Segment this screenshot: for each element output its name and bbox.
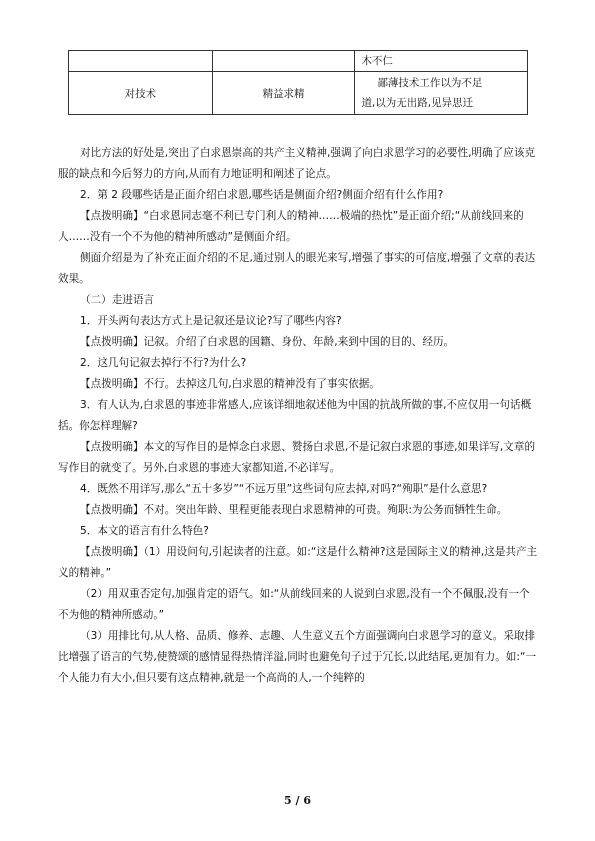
question: 1．开头两句表达方式上是记叙还是议论?写了哪些内容? — [80, 315, 342, 327]
paragraph: 对比方法的好处是,突出了白求恩崇高的共产主义精神,强调了向白求恩学习的必要性,明确了应该克服的缺点和今后努力的方向,从而有力地证明和阐述了论点。 — [58, 147, 536, 180]
table-row — [69, 72, 528, 115]
table-cell — [69, 51, 213, 72]
page-number: 5 / 6 — [284, 794, 311, 807]
question: 3．有人认为,白求恩的事迹非常感人,应该详细地叙述他为中国的抗战所做的事,不应仅用一句话概括。你怎样理解? — [58, 399, 532, 432]
section-heading: （二）走进语言 — [80, 294, 155, 306]
table-cell: 木不仁 — [355, 51, 528, 72]
question: 4．既然不用详写,那么“五十多岁”“不远万里”这些词句应去掉,对吗?“殉职”是什么意思? — [80, 483, 488, 495]
table-cell: 精益求精 — [212, 72, 355, 115]
table-row — [69, 51, 528, 72]
answer-point: （2）用双重否定句,加强肯定的语气。如:“从前线回来的人说到白求恩,没有一个不佩服,没有一个不为他的精神所感动。” — [58, 588, 530, 621]
question: 2．这几句记叙去掉行不行?为什么? — [80, 357, 247, 369]
answer-point: （3）用排比句,从人格、品质、修养、志趣、人生意义五个方面强调向白求恩学习的意义。采取排比增强了语言的气势,使赞颂的感情显得热情洋溢,同时也避免句子过于冗长,以此结尾,更加有力。如:“一个人能力有大小,但只要有这点精神,就是一个高尚的人,一个纯粹的 — [58, 630, 537, 684]
table-cell — [212, 51, 355, 72]
table-cell-line: 道,以为无出路,见异思迁 — [361, 97, 474, 109]
paragraph: 侧面介绍是为了补充正面介绍的不足,通过别人的眼光来写,增强了事实的可信度,增强了文章的表达效果。 — [58, 252, 536, 285]
table-cell-line: 鄙薄技术工作以为不足 — [377, 77, 483, 89]
answer: 【点拨明确】不对。突出年龄、里程更能表现白求恩精神的可贵。殉职:为公务而牺牲生命。 — [80, 504, 508, 516]
answer: 【点拨明确】记叙。介绍了白求恩的国籍、身份、年龄,来到中国的目的、经历。 — [80, 336, 455, 348]
answer: 【点拨明确】不行。去掉这几句,白求恩的精神没有了事实依据。 — [80, 378, 380, 390]
comparison-table — [68, 50, 528, 115]
question: 5．本文的语言有什么特色? — [80, 525, 209, 537]
table-cell: 对技术 — [69, 72, 213, 115]
body-text — [58, 143, 538, 689]
question: 2．第 2 段哪些话是正面介绍白求恩,哪些话是侧面介绍?侧面介绍有什么作用? — [80, 189, 444, 201]
table-cell — [355, 72, 528, 115]
answer: 【点拨明确】本文的写作目的是悼念白求恩、赞扬白求恩,不是记叙白求恩的事迹,如果详写,文章的写作目的就变了。另外,白求恩的事迹大家都知道,不必详写。 — [58, 441, 536, 474]
answer: 【点拨明确】“白求恩同志毫不利已专门利人的精神……极端的热忱”是正面介绍;“从前线回来的人……没有一个不为他的精神所感动”是侧面介绍。 — [58, 210, 524, 243]
answer: 【点拨明确】（1）用设问句,引起读者的注意。如:“这是什么精神?这是国际主义的精神,这是共产主义的精神。” — [58, 546, 538, 579]
